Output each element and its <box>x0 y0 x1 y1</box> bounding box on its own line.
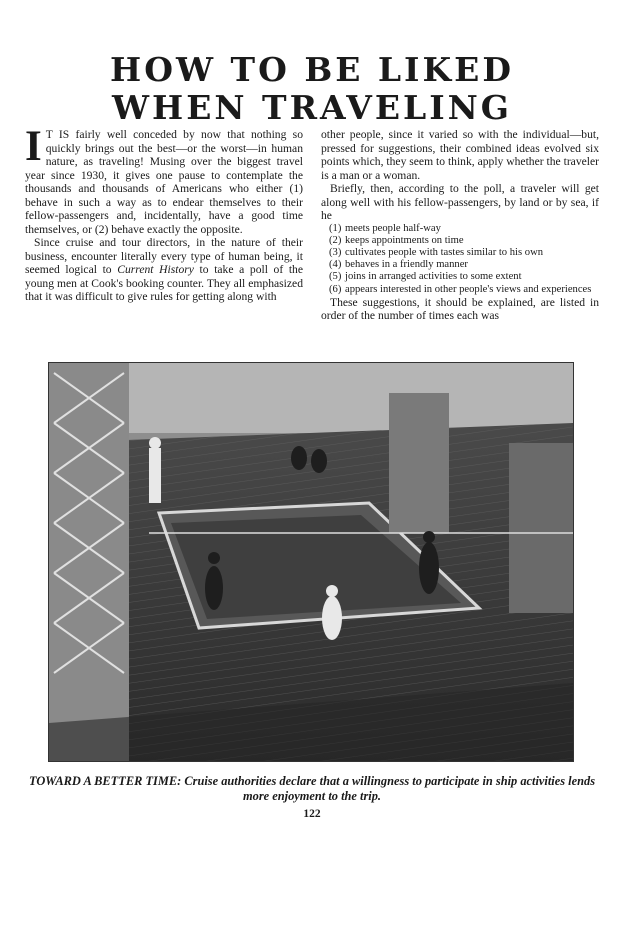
poll-item <box>321 235 599 247</box>
poll-item-text: cultivates people with tastes similar to his own <box>345 246 544 258</box>
poll-item-text: appears interested in other people's views and experiences <box>345 283 592 295</box>
poll-item-number: (1) <box>329 222 342 234</box>
right-text-column <box>321 128 599 323</box>
poll-paragraph <box>25 236 303 304</box>
article-title-line-1: HOW TO BE LIKED <box>110 50 514 89</box>
poll-item <box>321 247 599 259</box>
publication-name: Current History <box>117 263 194 276</box>
intro-paragraph-text: T IS fairly well conceded by now that nothing so quickly brings out the best—or the worst—in human nature, as traveling! Musing over the biggest travel year since 1930, it gives one pause to contemplate the thousands and thousands of Americans who either (1) behave in such a way as to endear themselves to their fellow-passengers and, incidentally, have a good time themselves, or (2) behave exactly the opposite. <box>25 128 303 236</box>
closing-paragraph: These suggestions, it should be explained, are listed in order of the number of times each was <box>321 295 599 323</box>
page-number: 122 <box>303 808 321 820</box>
poll-item-number: (2) <box>329 234 342 246</box>
caption-text: Cruise authorities declare that a willingness to participate in ship activities lends more enjoyment to the trip. <box>184 774 596 803</box>
ship-deck-illustration <box>49 363 573 761</box>
drop-cap: I <box>25 123 42 170</box>
briefly-paragraph: Briefly, then, according to the poll, a traveler will get along well with his fellow-passengers, by land or by sea, if he <box>321 182 599 222</box>
poll-item <box>321 271 599 283</box>
poll-item <box>321 223 599 235</box>
poll-item-number: (4) <box>329 259 342 271</box>
ship-pool-photo <box>48 362 574 762</box>
poll-item-number: (5) <box>329 271 342 283</box>
poll-paragraph-text-a: Since cruise and tour directors, in the nature of their business, encounter literally every type of human being, it seemed logical to <box>25 236 303 276</box>
poll-list <box>321 223 599 296</box>
poll-item-number: (3) <box>329 246 342 258</box>
poll-item-text: joins in arranged activities to some extent <box>345 271 522 283</box>
photo-caption <box>25 774 599 804</box>
poll-item <box>321 259 599 271</box>
article-title-line-2: WHEN TRAVELING <box>112 88 512 127</box>
poll-item-text: behaves in a friendly manner <box>345 259 468 271</box>
poll-item <box>321 284 599 296</box>
caption-lead: TOWARD A BETTER TIME: <box>28 774 182 788</box>
poll-item-number: (6) <box>329 283 342 295</box>
poll-item-text: keeps appointments on time <box>345 234 464 246</box>
intro-paragraph <box>25 123 303 236</box>
left-text-column <box>25 123 304 304</box>
poll-item-text: meets people half-way <box>345 222 441 234</box>
poll-paragraph-text-b: to take a poll of the young men at Cook's booking counter. They all emphasized that it was difficult to give rules for getting along with <box>25 263 304 303</box>
continued-paragraph: other people, since it varied so with the individual—but, pressed for suggestions, their combined ideas evolved six points which, they seem to think, apply whether the traveler is a man or a woman. <box>321 128 599 182</box>
